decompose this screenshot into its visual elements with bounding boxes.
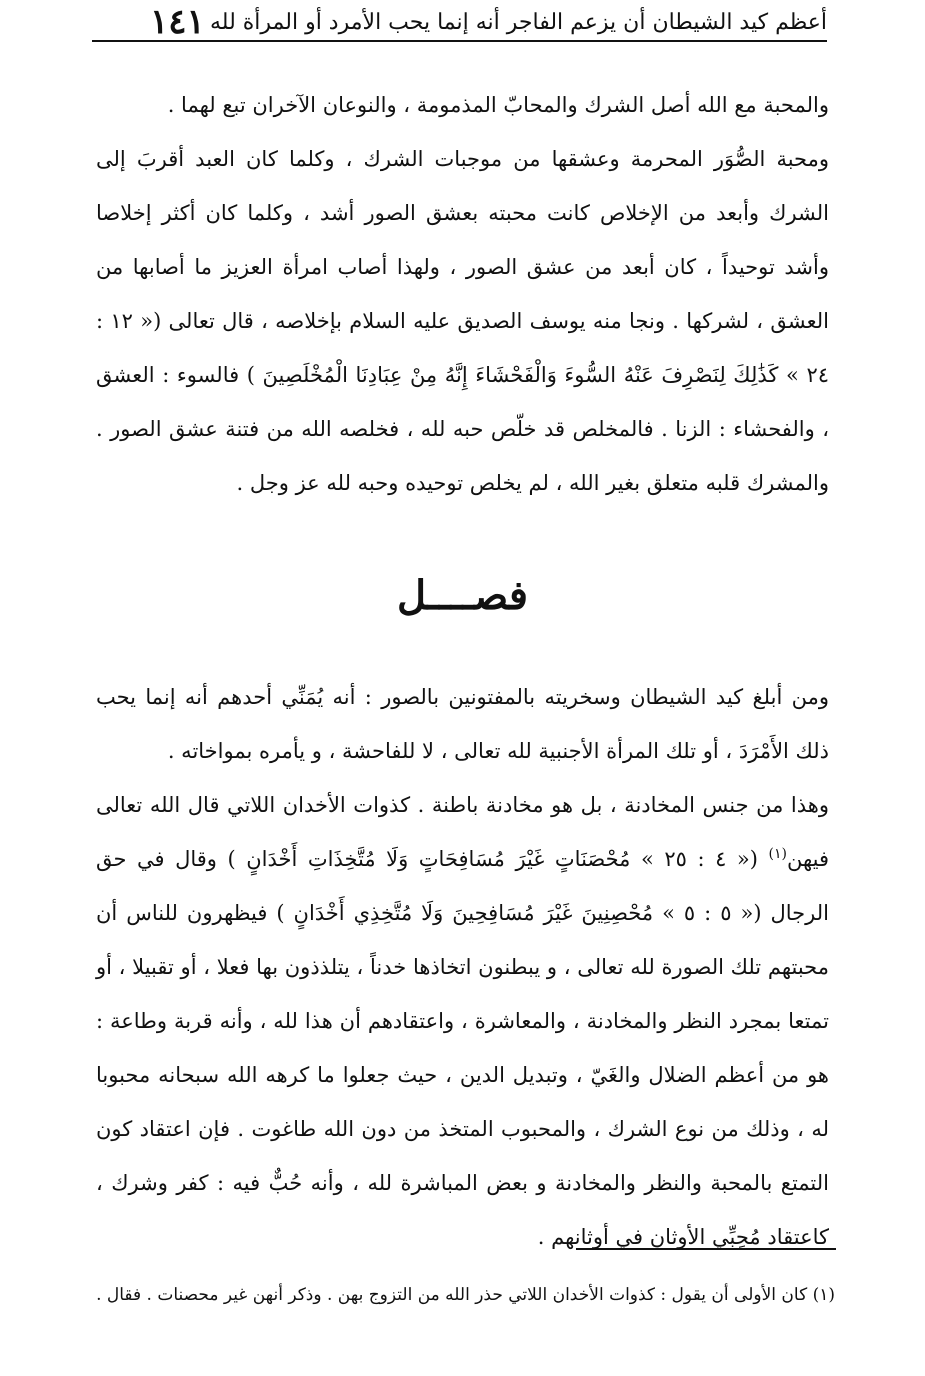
footnote-text: (١) كان الأولى أن يقول : كذوات الأخدان اللاتي حذر الله من التزوج بهن . وذكر أنهن غير محصنات . فقال . xyxy=(96,1285,835,1305)
paragraph-text: (« ٤ : ٢٥ » مُحْصَنَاتٍ غَيْرَ مُسَافِحَاتٍ وَلَا مُتَّخِذَاتِ أَخْدَانٍ ) وقال في حق الرجال (« ٥ : ٥ » مُحْصِنِينَ غَيْرَ مُسَافِحِينَ وَلَا مُتَّخِذِي أَخْدَانٍ ) فيظهرون للناس أن محبتهم تلك الصورة لله تعالى ، و يبطنون اتخاذها خدناً ، يتلذذون بها فعلا ، أو تقبيلا ، أو تمتعا بمجرد النظر والمخادنة ، والمعاشرة ، واعتقادهم أن هذا لله ، وأنه قربة وطاعة : هو من أعظم الضلال والغَيّ ، وتبديل الدين ، حيث جعلوا ما كرهه الله سبحانه محبوبا له ، وذلك من نوع الشرك ، والمحبوب المتخذ من دون الله طاغوت . فإن اعتقاد كون التمتع بالمحبة والنظر والمخادنة و بعض المباشرة لله ، وأنه حُبٌّ فيه : كفر وشرك ، كاعتقاد مُحِبِّي الأوثان في أوثانهم . xyxy=(96,847,829,1249)
paragraph: والمحبة مع الله أصل الشرك والمحابّ المذمومة ، والنوعان الآخران تبع لهما . xyxy=(167,93,829,117)
paragraph: ومحبة الصُّوَر المحرمة وعشقها من موجبات الشرك ، وكلما كان العبد أقربَ إلى الشرك وأبعد من الإخلاص كانت محبته بعشق الصور أشد ، وكلما كان أكثر إخلاصا وأشد توحيداً ، كان أبعد من عشق الصور ، ولهذا أصاب امرأة العزيز ما أصابها من العشق ، لشركها . ونجا منه يوسف الصديق عليه السلام بإخلاصه ، قال تعالى (« ١٢ : ٢٤ » كَذَٰلِكَ لِنَصْرِفَ عَنْهُ السُّوءَ وَالْفَحْشَاءَ إِنَّهُ مِنْ عِبَادِنَا الْمُخْلَصِينَ ) فالسوء : العشق ، والفحشاء : الزنا . فالمخلص قد خلّص حبه لله ، فخلصه الله من فتنة عشق الصور . والمشرك قلبه متعلق بغير الله ، لم يخلص توحيده وحبه لله عز وجل . xyxy=(96,147,829,495)
page-header xyxy=(92,4,827,42)
footnote-marker: (١) xyxy=(768,846,787,862)
body-text-section xyxy=(96,670,829,1264)
footnote xyxy=(96,1278,835,1312)
paragraph-text: وهذا من جنس المخادنة ، بل هو مخادنة باطنة . كذوات الأخدان اللاتي قال الله تعالى فيهن xyxy=(96,793,829,871)
running-title: أعظم كيد الشيطان أن يزعم الفاجر أنه إنما يحب الأمرد أو المرأة لله xyxy=(210,10,827,35)
page-number: ١٤١ xyxy=(150,2,205,42)
section-heading: فصــــل xyxy=(397,572,528,619)
footnote-divider xyxy=(576,1248,836,1250)
body-text-top xyxy=(96,78,829,510)
paragraph: ومن أبلغ كيد الشيطان وسخريته بالمفتونين بالصور : أنه يُمَنِّي أحدهم أنه إنما يحب ذلك الأَمْرَدَ ، أو تلك المرأة الأجنبية لله تعالى ، لا للفاحشة ، و يأمره بمواخاته . xyxy=(96,685,829,763)
paragraph xyxy=(96,778,829,1264)
